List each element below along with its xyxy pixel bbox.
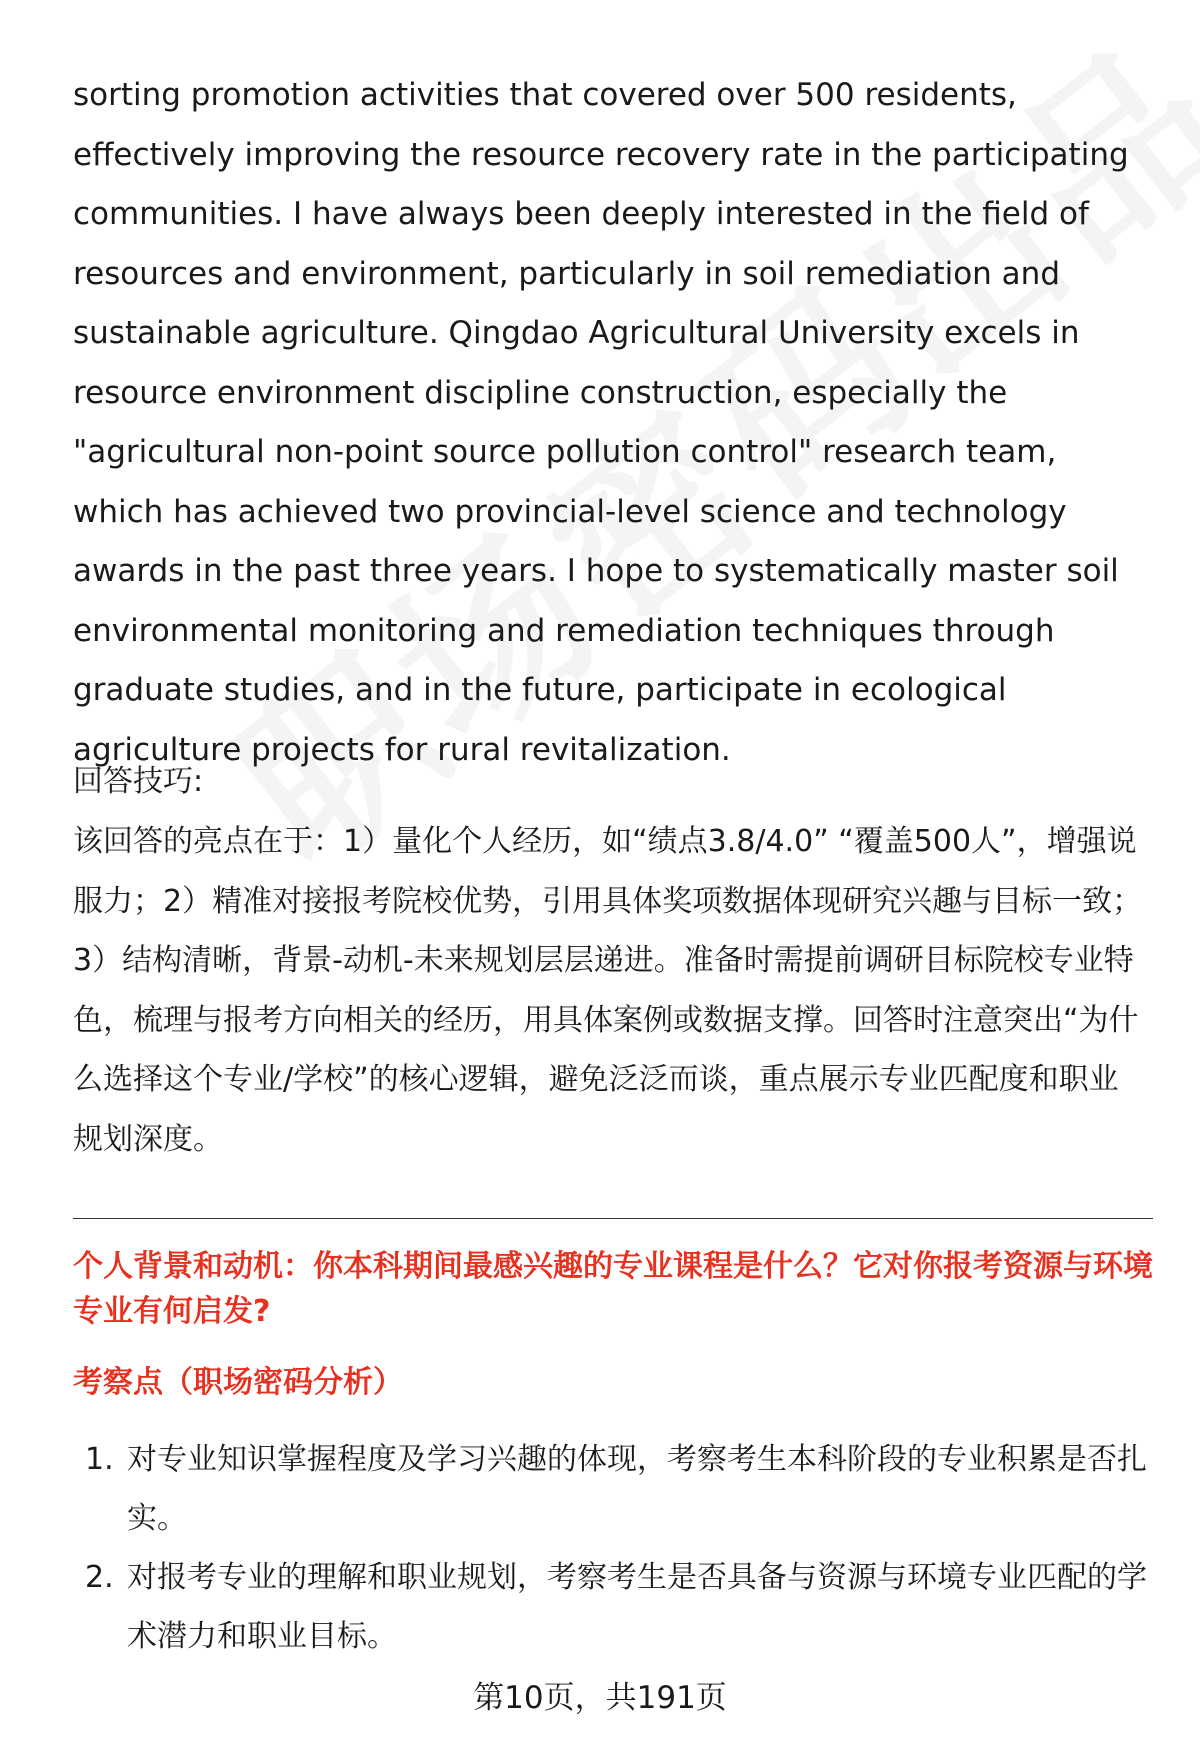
list-item-text: 对报考专业的理解和职业规划，考察考生是否具备与资源与环境专业匹配的学术潜力和职业目标。: [127, 1560, 1147, 1654]
tips-title: 回答技巧:: [73, 764, 204, 799]
question-heading: 个人背景和动机：你本科期间最感兴趣的专业课程是什么？它对你报考资源与环境专业有何启发?: [73, 1249, 1153, 1329]
english-answer-paragraph: sorting promotion activities that covered over 500 residents, effectively improving the resource recovery rate in the participating communities. I have always been deeply interested in the field of resources and environment, particularly in soil remediation and sustainable agriculture. Qingdao Agricultural University excels in resource environment discipline construction, especially the "agricultural non-point source pollution control" research team, which has achieved two provincial-level science and technology awards in the past three years. I hope to systematically master soil environmental monitoring and remediation techniques through graduate studies, and in the future, participate in ecological agriculture projects for rural revitalization.: [73, 77, 1129, 768]
list-item: [73, 1548, 1153, 1666]
analysis-section-title: 考察点（职场密码分析）: [73, 1365, 403, 1400]
tips-body: 该回答的亮点在于：1）量化个人经历，如“绩点3.8/4.0” “覆盖500人”，增强说服力；2）精准对接报考院校优势，引用具体奖项数据体现研究兴趣与目标一致；3）结构清晰，背景-动机-未来规划层层递进。准备时需提前调研目标院校专业特色，梳理与报考方向相关的经历，用具体案例或数据支撑。回答时注意突出“为什么选择这个专业/学校”的核心逻辑，避免泛泛而谈，重点展示专业匹配度和职业规划深度。: [73, 824, 1143, 1157]
list-item-number: 1.: [85, 1442, 114, 1477]
page-footer: 第10页，共191页: [473, 1680, 727, 1716]
list-item: [73, 1430, 1153, 1548]
list-item-number: 2.: [85, 1560, 114, 1595]
section-divider: [73, 1218, 1153, 1219]
analysis-points-list: [73, 1430, 1153, 1666]
list-item-text: 对专业知识掌握程度及学习兴趣的体现，考察考生本科阶段的专业积累是否扎实。: [127, 1442, 1147, 1536]
